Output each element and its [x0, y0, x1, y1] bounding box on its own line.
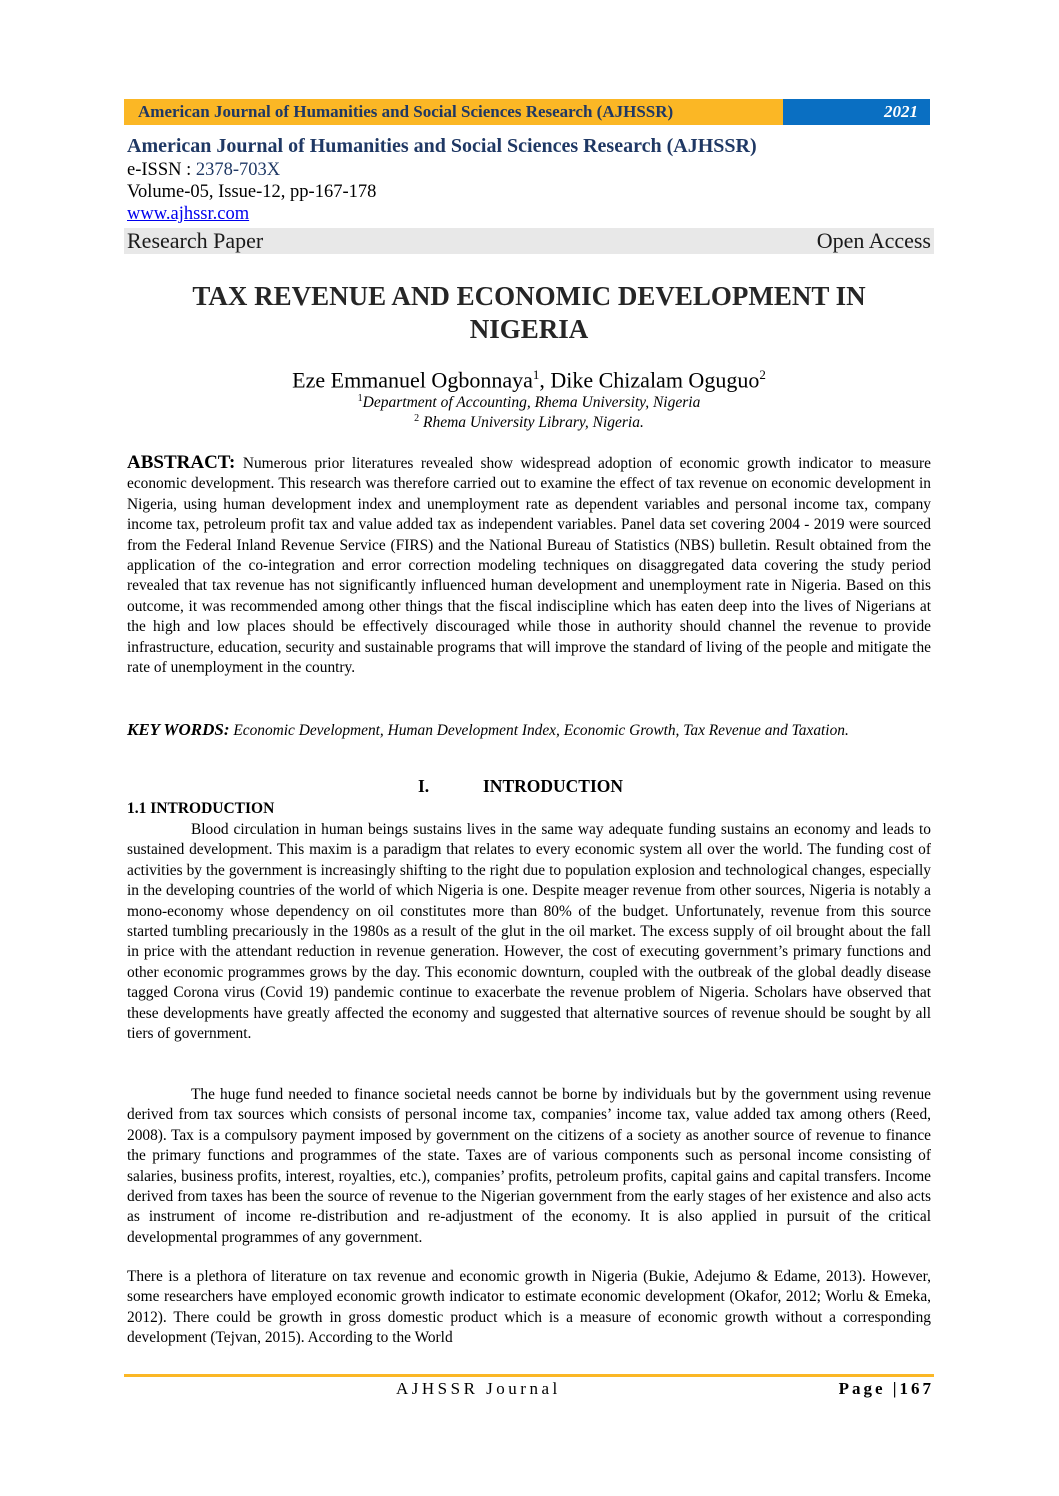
abstract-text: Numerous prior literatures revealed show widespread adoption of economic growth indicator to measure economic development. This research was therefore carried out to examine the effect of tax revenue on economic development in Nigeria, using human development index and unemployment rate as dependent variables and personal income tax, company income tax, petroleum profit tax and value added tax as independent variables. Panel data set covering 2004 - 2019 were sourced from the Federal Inland Revenue Service (FIRS) and the National Bureau of Statistics (NBS) bulletin. Result obtained from the application of the co-integration and error correction modeling techniques on disaggregated data covering the study period revealed that tax revenue has not significantly influenced human development and unemployment rate in Nigeria. Based on this outcome, it was recommended among other things that the fiscal indiscipline which has eaten deep into the lives of Nigerians at the high and low places should be effectively discouraged while those in authority should channel the revenue to provide infrastructure, education, security and sustainable programs that will improve the standard of living of the people and mitigate the rate of unemployment in the country. [127, 455, 931, 677]
page-footer [124, 1374, 934, 1405]
paper-title [124, 280, 934, 346]
running-header-journal-title: American Journal of Humanities and Social Sciences Research (AJHSSR) [124, 99, 783, 125]
issn-line [127, 159, 933, 181]
journal-info [127, 133, 933, 225]
footer-journal: AJHSSR Journal [396, 1379, 561, 1398]
section-title: INTRODUCTION [483, 776, 624, 796]
author-1-sup: 1 [532, 367, 540, 382]
journal-name: American Journal of Humanities and Social Sciences Research (AJHSSR) [127, 135, 757, 157]
footer-page-number: 167 [899, 1379, 934, 1398]
issn-label: e-ISSN : [127, 160, 196, 180]
title-line-1: TAX REVENUE AND ECONOMIC DEVELOPMENT IN [192, 281, 866, 311]
body-paragraph-3: There is a plethora of literature on tax revenue and economic growth in Nigeria (Bukie, Adejumo & Edame, 2013). However, some researchers have employed economic growth indicator to estimate economic development (Okafor, 2012; Worlu & Emeka, 2012). There could be growth in gross domestic product which is a measure of economic growth without a corresponding development (Tejvan, 2015). According to the World [127, 1268, 931, 1347]
footer-page-label: Page | [838, 1379, 900, 1398]
subsection-heading: 1.1 INTRODUCTION [127, 800, 275, 817]
keywords-label: KEY WORDS: [127, 720, 230, 739]
affiliation-2-text: Rhema University Library, Nigeria. [419, 414, 644, 432]
footer-page [839, 1379, 934, 1399]
abstract-label: ABSTRACT: [127, 452, 236, 473]
affiliation-2-sup: 2 [414, 413, 420, 424]
website-link[interactable]: www.ajhssr.com [127, 204, 250, 224]
abstract [127, 453, 931, 678]
affiliation-2 [124, 410, 934, 432]
author-2-sup: 2 [759, 367, 766, 382]
author-1: Eze Emmanuel Ogbonnaya [292, 367, 533, 393]
section-number: I. [418, 776, 430, 796]
affiliation-1-sup: 1 [357, 393, 363, 404]
volume-line: Volume-05, Issue-12, pp-167-178 [127, 182, 377, 202]
title-line-2: NIGERIA [469, 314, 589, 344]
affiliation-1 [124, 390, 934, 412]
affiliation-1-text: Department of Accounting, Rhema University, Nigeria [362, 394, 701, 412]
author-2: , Dike Chizalam Oguguo [539, 367, 760, 393]
running-header [124, 99, 930, 125]
body-paragraph-2: The huge fund needed to finance societal needs cannot be borne by individuals but by the government using revenue derived from tax sources which consists of personal income tax, companies’ income tax, value added tax among others (Reed, 2008). Tax is a compulsory payment imposed by government on the citizens of a society as another source of revenue to finance the primary functions and programmes of the state. Taxes are of various components such as personal income consisting of salaries, business profits, interest, royalties, etc.), companies’ profits, petroleum profits, capital gains and capital transfers. Income derived from taxes has been the source of revenue to the Nigerian government from the early stages of her existence and also acts as instrument of income re-distribution and re-adjustment of the economy. It is also applied in pursuit of the critical developmental programmes of any government. [127, 1086, 931, 1246]
body-paragraph-1: Blood circulation in human beings sustains lives in the same way adequate funding sustains an economy and leads to sustained development. This maxim is a paradigm that relates to every economic system all over the world. The funding cost of activities by the government is increasingly shifting to the right due to population explosion and technological changes, especially in the developing countries of the world of which Nigeria is one. Despite meager revenue from other sources, Nigeria is notably a mono-economy whose dependency on oil constitutes more than 80% of the budget. Unfortunately, revenue from this source started tumbling precariously in the 1980s as a result of the glut in the oil market. The excess supply of oil brought about the fall in price with the attendant reduction in revenue generation. However, the cost of executing government’s primary functions and other economic programmes grows by the day. This economic downturn, coupled with the outbreak of the global deadly disease tagged Corona virus (Covid 19) pandemic continue to exacerbate the revenue problem of Nigeria. Scholars have observed that these developments have greatly affected the economy and suggested that alternative sources of revenue should be sought by all tiers of government. [127, 821, 931, 1043]
paper-type: Research Paper [127, 228, 264, 253]
issn-value: 2378-703X [195, 160, 281, 180]
paper-type-bar [124, 228, 934, 254]
keywords [127, 720, 931, 741]
running-header-year: 2021 [783, 99, 930, 125]
access-type: Open Access [816, 228, 931, 253]
keywords-text: Economic Development, Human Development Index, Economic Growth, Tax Revenue and Taxation. [229, 722, 849, 739]
